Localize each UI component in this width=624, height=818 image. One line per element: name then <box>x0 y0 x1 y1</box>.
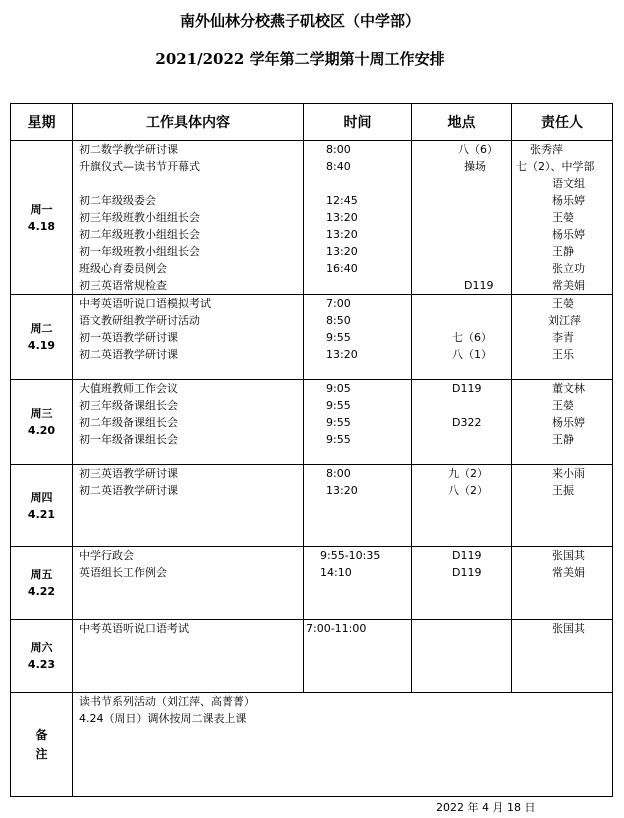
task-place: 八（1） <box>452 348 492 361</box>
task-place: D119 <box>452 382 482 395</box>
task-time: 7:00-11:00 <box>306 622 367 635</box>
task-place <box>412 295 511 312</box>
day-label: 周六 <box>30 641 53 654</box>
header-person: 责任人 <box>512 104 613 141</box>
task-content: 初一年级班教小组组长会 <box>79 245 200 258</box>
task-content: 初三年级备课组长会 <box>79 399 178 412</box>
person-cell <box>512 295 613 380</box>
task-place: D322 <box>452 416 482 429</box>
task-content: 初三英语常规检查 <box>79 279 167 292</box>
content-cell <box>73 380 304 465</box>
notes-row <box>11 693 613 797</box>
task-person: 王振 <box>552 484 574 497</box>
day-date: 4.21 <box>27 507 56 521</box>
task-time: 8:00 <box>326 143 351 156</box>
footer-date: 2022 年 4 月 18 日 <box>436 801 536 814</box>
task-content: 大值班教师工作会议 <box>79 382 178 395</box>
task-content: 初三英语教学研讨课 <box>79 467 178 480</box>
task-person: 王乐 <box>552 348 574 361</box>
person-cell <box>512 380 613 465</box>
day-date: 4.22 <box>27 585 56 598</box>
task-time: 13:20 <box>326 484 358 497</box>
task-person: 来小雨 <box>552 467 585 480</box>
person-cell <box>512 547 613 620</box>
header-place: 地点 <box>412 104 512 141</box>
task-place <box>412 175 511 192</box>
header-row <box>11 104 613 141</box>
task-person: 王嫈 <box>552 297 574 310</box>
task-place <box>412 243 511 260</box>
content-cell <box>73 141 304 295</box>
content-cell <box>73 620 304 693</box>
task-place <box>412 312 511 329</box>
day-row <box>11 547 613 620</box>
notes-label <box>11 693 73 797</box>
header-content: 工作具体内容 <box>73 104 304 141</box>
task-content: 中考英语听说口语考试 <box>79 622 189 635</box>
task-time: 7:00 <box>326 297 351 310</box>
day-label: 周三 <box>30 407 53 420</box>
day-date: 4.20 <box>27 424 56 437</box>
person-cell <box>512 465 613 547</box>
time-cell <box>304 380 412 465</box>
task-person: 张国其 <box>552 622 585 635</box>
task-content: 初二年级班教小组组长会 <box>79 228 200 241</box>
task-content: 语文教研组教学研讨活动 <box>79 314 200 327</box>
task-content: 英语组长工作例会 <box>79 566 167 579</box>
task-place: 八（6） <box>458 143 498 156</box>
task-content: 初二英语教学研讨课 <box>79 484 178 497</box>
person-cell <box>512 141 613 295</box>
task-place <box>412 260 511 277</box>
day-row <box>11 465 613 547</box>
header-day: 星期 <box>11 104 73 141</box>
task-place: 操场 <box>464 160 486 173</box>
day-label: 周五 <box>30 568 53 581</box>
task-time: 9:55 <box>326 331 351 344</box>
task-person: 刘江萍 <box>548 314 581 327</box>
task-place <box>412 209 511 226</box>
time-cell <box>304 295 412 380</box>
task-person: 王静 <box>552 433 574 446</box>
task-time <box>304 277 411 294</box>
task-content: 中学行政会 <box>79 549 134 562</box>
task-time: 13:20 <box>326 245 358 258</box>
task-content <box>73 175 303 192</box>
day-row <box>11 380 613 465</box>
task-content: 中考英语听说口语模拟考试 <box>79 297 211 310</box>
note-line: 读书节系列活动（刘江萍、高菁菁） <box>79 695 255 708</box>
day-row <box>11 620 613 693</box>
task-time: 9:55 <box>326 416 351 429</box>
task-person: 七（2）、中学部 <box>516 160 595 173</box>
task-content: 班级心育委员例会 <box>79 262 167 275</box>
task-place <box>412 431 511 448</box>
task-content: 初二数学教学研讨课 <box>79 143 178 156</box>
task-person: 王静 <box>552 245 574 258</box>
task-place: D119 <box>452 549 482 562</box>
day-cell <box>11 141 73 295</box>
day-label: 周一 <box>30 202 53 216</box>
task-time: 12:45 <box>326 194 358 207</box>
time-cell <box>304 620 412 693</box>
task-person: 语文组 <box>552 177 585 190</box>
place-cell <box>412 295 512 380</box>
task-time: 13:20 <box>326 211 358 224</box>
note-line: 4.24（周日）调休按周二课表上课 <box>79 712 247 725</box>
task-place <box>412 226 511 243</box>
day-date: 4.23 <box>27 658 56 671</box>
place-cell <box>412 620 512 693</box>
task-person: 王嫈 <box>552 211 574 224</box>
task-place: 九（2） <box>448 467 488 480</box>
task-person: 李青 <box>552 331 574 344</box>
task-person: 杨乐婷 <box>552 228 585 241</box>
task-time: 13:20 <box>326 228 358 241</box>
task-place <box>412 192 511 209</box>
notes-label-char: 备 <box>35 727 48 742</box>
task-time: 8:00 <box>326 467 351 480</box>
day-cell <box>11 295 73 380</box>
time-cell <box>304 465 412 547</box>
task-person: 常美娟 <box>552 566 585 579</box>
task-content: 升旗仪式—读书节开幕式 <box>79 160 200 173</box>
content-cell <box>73 465 304 547</box>
content-cell <box>73 547 304 620</box>
header-time: 时间 <box>304 104 412 141</box>
day-cell <box>11 380 73 465</box>
task-time: 9:55 <box>326 399 351 412</box>
task-person: 张秀萍 <box>530 143 563 156</box>
notes-content <box>73 693 613 797</box>
task-time: 9:05 <box>326 382 351 395</box>
day-row <box>11 141 613 295</box>
task-person: 张国其 <box>552 549 585 562</box>
time-cell <box>304 547 412 620</box>
task-place: D119 <box>464 279 494 292</box>
day-cell <box>11 547 73 620</box>
place-cell <box>412 547 512 620</box>
task-person: 王嫈 <box>552 399 574 412</box>
task-person: 常美娟 <box>552 279 585 292</box>
content-cell <box>73 295 304 380</box>
task-time: 9:55-10:35 <box>320 549 381 562</box>
task-person: 杨乐婷 <box>552 416 585 429</box>
place-cell <box>412 141 512 295</box>
task-content: 初一年级备课组长会 <box>79 433 178 446</box>
task-place <box>412 620 511 637</box>
task-time: 16:40 <box>326 262 358 275</box>
day-cell <box>11 620 73 693</box>
task-content: 初二英语教学研讨课 <box>79 348 178 361</box>
task-time <box>304 175 411 192</box>
place-cell <box>412 465 512 547</box>
day-date: 4.18 <box>27 219 56 233</box>
day-date: 4.19 <box>27 339 56 352</box>
day-cell <box>11 465 73 547</box>
task-content: 初一英语教学研讨课 <box>79 331 178 344</box>
task-time: 13:20 <box>326 348 358 361</box>
task-time: 8:50 <box>326 314 351 327</box>
place-cell <box>412 380 512 465</box>
day-row <box>11 295 613 380</box>
notes-label-char: 注 <box>35 746 48 761</box>
task-person: 董文林 <box>552 382 585 395</box>
task-place: 八（2） <box>448 484 488 497</box>
task-person: 张立功 <box>552 262 585 275</box>
task-place: D119 <box>452 566 482 579</box>
task-time: 14:10 <box>320 566 352 579</box>
document-title: 南外仙林分校燕子矶校区（中学部） <box>179 12 420 30</box>
task-content: 初二年级备课组长会 <box>79 416 178 429</box>
task-place: 七（6） <box>452 331 492 344</box>
task-content: 初三年级班教小组组长会 <box>79 211 200 224</box>
day-label: 周四 <box>30 490 53 504</box>
task-content: 初二年级级委会 <box>79 194 156 207</box>
schedule-table <box>10 103 613 797</box>
task-place <box>412 397 511 414</box>
time-cell <box>304 141 412 295</box>
day-label: 周二 <box>30 322 53 335</box>
task-time: 8:40 <box>326 160 351 173</box>
person-cell <box>512 620 613 693</box>
document-subtitle: 2021/2022 学年第二学期第十周工作安排 <box>155 50 445 68</box>
task-person: 杨乐婷 <box>552 194 585 207</box>
task-time: 9:55 <box>326 433 351 446</box>
